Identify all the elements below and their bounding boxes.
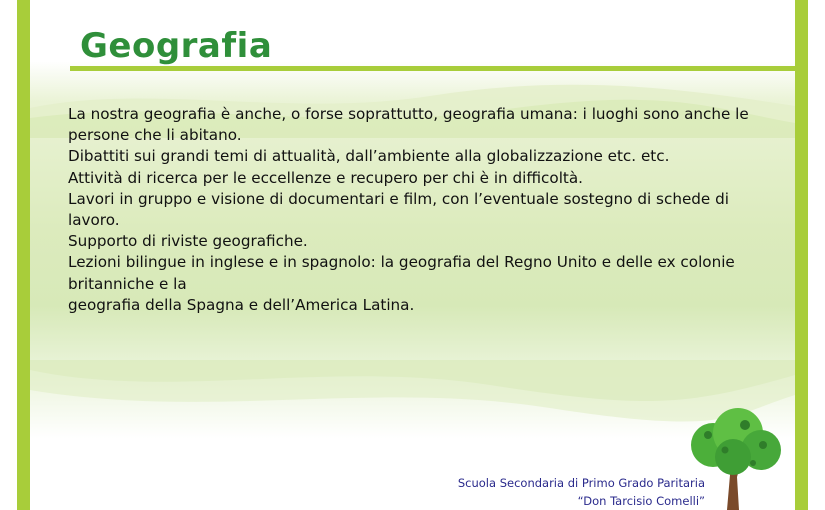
right-frame-bar xyxy=(795,0,808,510)
paragraph: La nostra geografia è anche, o forse soprattutto, geografia umana: i luoghi sono anche le persone che li abitano. xyxy=(68,105,749,145)
content-body xyxy=(68,104,768,316)
paragraph: Supporto di riviste geografiche. xyxy=(68,232,308,251)
bottom-wave-decoration xyxy=(30,360,795,440)
school-footer xyxy=(458,474,705,510)
paragraph: Lezioni bilingue in inglese e in spagnolo: la geografia del Regno Unito e delle ex colonie britanniche e la xyxy=(68,253,735,293)
paragraph: geografia della Spagna e dell’America Latina. xyxy=(68,295,415,314)
left-frame-bar xyxy=(17,0,30,510)
title-underline xyxy=(70,66,795,71)
paragraph: Lavori in gruppo e visione di documentari e film, con l’eventuale sostegno di schede di lavoro. xyxy=(68,189,729,230)
school-name-line: “Don Tarcisio Comelli” xyxy=(577,494,705,508)
paragraph: Attività di ricerca per le eccellenze e recupero per chi è in difficoltà. xyxy=(68,168,584,187)
paragraph: Dibattiti sui grandi temi di attualità, dall’ambiente alla globalizzazione etc. etc. xyxy=(68,147,670,166)
school-type-line: Scuola Secondaria di Primo Grado Paritaria xyxy=(457,476,705,490)
page-title: Geografia xyxy=(80,26,273,66)
